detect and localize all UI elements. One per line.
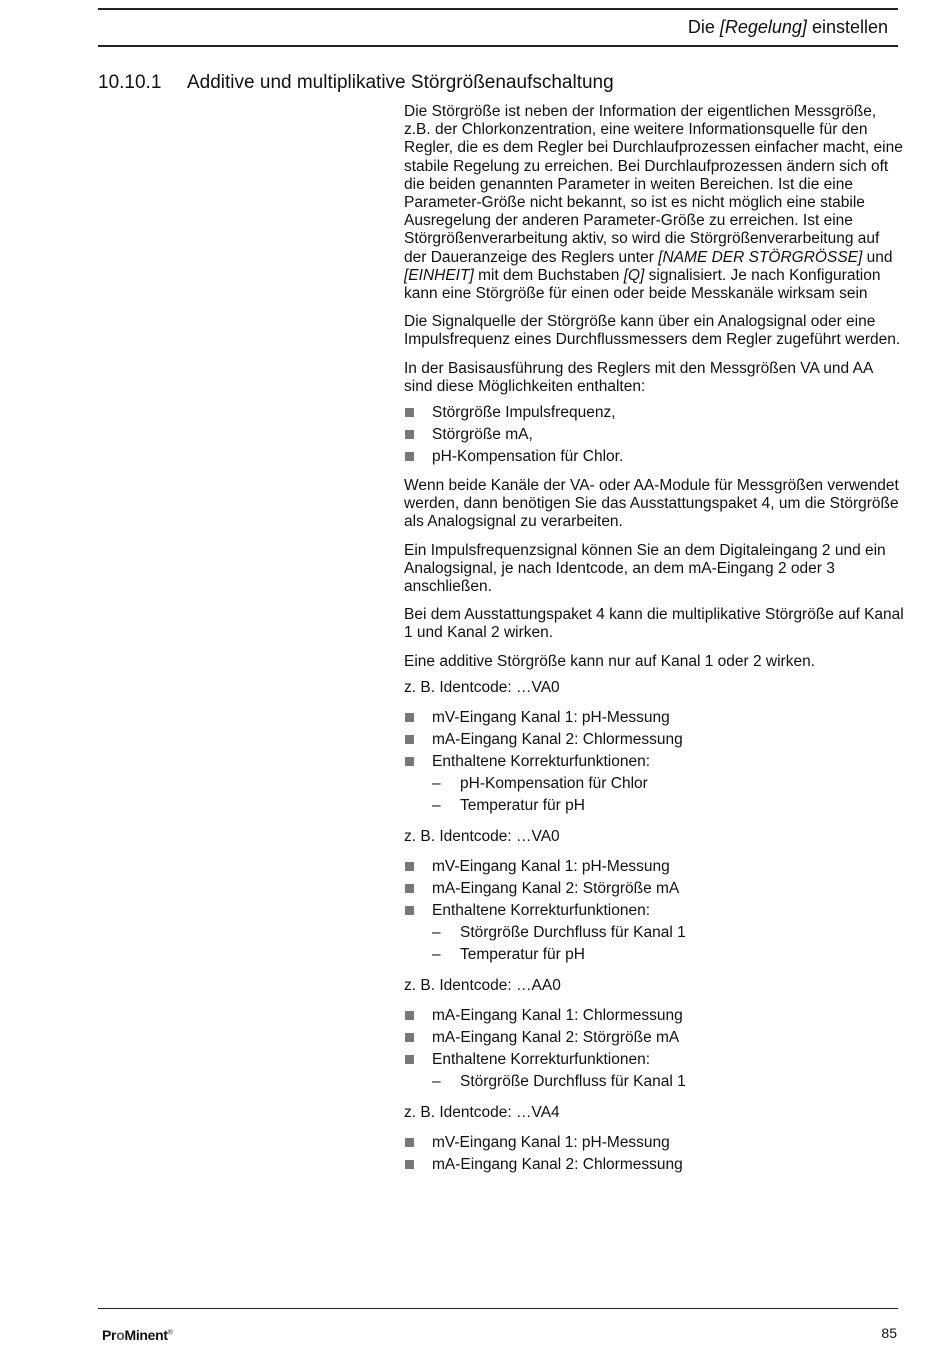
logo-registered-mark: ®: [167, 1329, 173, 1337]
square-bullet-icon: [405, 1160, 414, 1169]
paket-paragraph: Bei dem Ausstattungspaket 4 kann die multiplikative Störgröße auf Kanal 1 und Kanal 2 wirken.: [404, 606, 904, 642]
logo-part-minent: Minent: [124, 1327, 168, 1343]
basis-list: [404, 402, 904, 468]
header-title: [688, 16, 888, 38]
impuls-paragraph: Ein Impulsfrequenzsignal können Sie an dem Digitaleingang 2 und ein Analogsignal, je nach Identcode, an dem mA-Eingang 2 oder 3 anschließen.: [404, 541, 886, 596]
sub-list-item: [432, 773, 904, 795]
example-1-list: [404, 707, 904, 817]
header-title-prefix: Die: [687, 17, 720, 37]
list-item-text: mA-Eingang Kanal 1: Chlormessung: [432, 1006, 683, 1024]
dash-bullet-icon: –: [432, 1072, 441, 1090]
square-bullet-icon: [405, 884, 414, 893]
list-item-text: Enthaltene Korrekturfunktionen:: [432, 1050, 650, 1068]
list-item-text: mA-Eingang Kanal 2: Chlormessung: [432, 730, 683, 748]
sub-list-item-text: Temperatur für pH: [460, 796, 585, 814]
square-bullet-icon: [405, 408, 414, 417]
list-item-text: mA-Eingang Kanal 2: Störgröße mA: [432, 1028, 680, 1046]
body-text: [404, 103, 904, 1185]
logo-part-pr: Pr: [102, 1327, 117, 1343]
footer-rule: [98, 1308, 898, 1309]
example-4-list: [404, 1132, 904, 1176]
sub-list-item: [432, 922, 904, 944]
list-item: [404, 856, 904, 878]
header-bottom-rule: [98, 45, 898, 47]
sub-list-item-text: Störgröße Durchfluss für Kanal 1: [460, 923, 686, 941]
wenn-paragraph: Wenn beide Kanäle der VA- oder AA-Module für Messgrößen verwendet werden, dann benötigen Sie das Ausstattungspaket 4, um die Störgröße als Analogsignal zu verarbeiten.: [404, 477, 899, 531]
list-item: [404, 424, 904, 446]
list-item-text: mV-Eingang Kanal 1: pH-Messung: [432, 708, 670, 726]
sub-list-item-text: Störgröße Durchfluss für Kanal 1: [460, 1072, 686, 1090]
list-item: [404, 900, 904, 966]
list-item: [404, 1154, 904, 1176]
dash-bullet-icon: –: [432, 796, 441, 814]
square-bullet-icon: [405, 713, 414, 722]
list-item: [404, 402, 904, 424]
square-bullet-icon: [405, 862, 414, 871]
dash-bullet-icon: –: [432, 774, 441, 792]
list-item: [404, 878, 904, 900]
square-bullet-icon: [405, 906, 414, 915]
list-item-text: mV-Eingang Kanal 1: pH-Messung: [432, 1133, 670, 1151]
sub-list-item: [432, 795, 904, 817]
list-item: [404, 1027, 904, 1049]
signal-paragraph: Die Signalquelle der Störgröße kann über ein Analogsignal oder eine Impulsfrequenz eines Durchflussmessers dem Regler zugeführt werden.: [404, 313, 901, 349]
square-bullet-icon: [405, 1011, 414, 1020]
intro-text-2: und: [862, 248, 893, 266]
list-item: [404, 729, 904, 751]
identcode-example-1: z. B. Identcode: …VA0: [404, 678, 560, 696]
square-bullet-icon: [405, 757, 414, 766]
intro-paragraph: [404, 103, 904, 303]
example-3-sublist: [432, 1071, 904, 1093]
list-item-text: mA-Eingang Kanal 2: Störgröße mA: [432, 879, 680, 897]
intro-text-3: mit dem Buchstaben: [473, 266, 624, 284]
example-3-list: [404, 1005, 904, 1093]
square-bullet-icon: [405, 1033, 414, 1042]
list-item: [404, 707, 904, 729]
section-heading: [98, 70, 614, 96]
prominent-logo: [102, 1327, 173, 1343]
list-item: [404, 446, 904, 468]
additiv-paragraph: Eine additive Störgröße kann nur auf Kanal 1 oder 2 wirken.: [404, 652, 815, 670]
square-bullet-icon: [405, 735, 414, 744]
list-item: [404, 1132, 904, 1154]
identcode-example-2: z. B. Identcode: …VA0: [404, 827, 560, 845]
intro-italic-q: [Q]: [623, 266, 645, 284]
list-item-text: mV-Eingang Kanal 1: pH-Messung: [432, 857, 670, 875]
list-item: [404, 751, 904, 817]
basis-paragraph: In der Basisausführung des Reglers mit den Messgrößen VA und AA sind diese Möglichkeiten enthalten:: [404, 359, 873, 395]
list-item-text: Enthaltene Korrekturfunktionen:: [432, 752, 650, 770]
dash-bullet-icon: –: [432, 945, 441, 963]
sub-list-item: [432, 1071, 904, 1093]
header-top-rule: [98, 8, 898, 10]
list-item-text: Enthaltene Korrekturfunktionen:: [432, 901, 650, 919]
list-item: [404, 1049, 904, 1093]
section-number: 10.10.1: [98, 72, 162, 93]
example-2-sublist: [432, 922, 904, 966]
intro-italic-unit: [EINHEIT]: [404, 266, 474, 284]
sub-list-item-text: Temperatur für pH: [460, 945, 585, 963]
section-title: Additive und multiplikative Störgrößenaufschaltung: [187, 72, 614, 93]
intro-text-4: signalisiert. Je nach Konfiguration kann eine Störgröße für einen oder beide Messkanäle wirksam sein: [404, 266, 881, 303]
logo-part-o: o: [116, 1327, 125, 1343]
intro-text-1: Die Störgröße ist neben der Information der eigentlichen Messgröße, z.B. der Chlorkonzentration, eine weitere Informationsquelle für den Regler, die es dem Regler bei Durchlaufprozessen einfacher macht, eine stabile Regelung zu erreichen. Bei Durchlaufprozessen ändern sich oft die beiden genannten Parameter in weiten Bereichen. Ist die eine Parameter-Größe nicht bekannt, so ist es nicht möglich eine stabile Ausregelung der anderen Parameter-Größe zu erreichen. Ist eine Störgrößenverarbeitung aktiv, so wird die Störgrößenverarbeitung auf der Daueranzeige des Reglers unter: [404, 103, 903, 266]
page-number: 85: [881, 1325, 897, 1341]
list-item: [404, 1005, 904, 1027]
example-2-list: [404, 856, 904, 966]
square-bullet-icon: [405, 1055, 414, 1064]
example-1-sublist: [432, 773, 904, 817]
list-item-text: mA-Eingang Kanal 2: Chlormessung: [432, 1155, 683, 1173]
list-item-text: Störgröße Impulsfrequenz,: [432, 404, 616, 422]
identcode-example-4: z. B. Identcode: …VA4: [404, 1103, 560, 1121]
square-bullet-icon: [405, 1138, 414, 1147]
list-item-text: pH-Kompensation für Chlor.: [432, 448, 624, 466]
intro-italic-name: [NAME DER STÖRGRÖSSE]: [658, 248, 863, 266]
list-item-text: Störgröße mA,: [432, 426, 533, 444]
header-title-suffix: einstellen: [806, 17, 888, 37]
identcode-example-3: z. B. Identcode: …AA0: [404, 976, 561, 994]
square-bullet-icon: [405, 430, 414, 439]
sub-list-item: [432, 944, 904, 966]
square-bullet-icon: [405, 452, 414, 461]
sub-list-item-text: pH-Kompensation für Chlor: [460, 774, 648, 792]
header-title-italic: [Regelung]: [719, 17, 807, 37]
dash-bullet-icon: –: [432, 923, 441, 941]
